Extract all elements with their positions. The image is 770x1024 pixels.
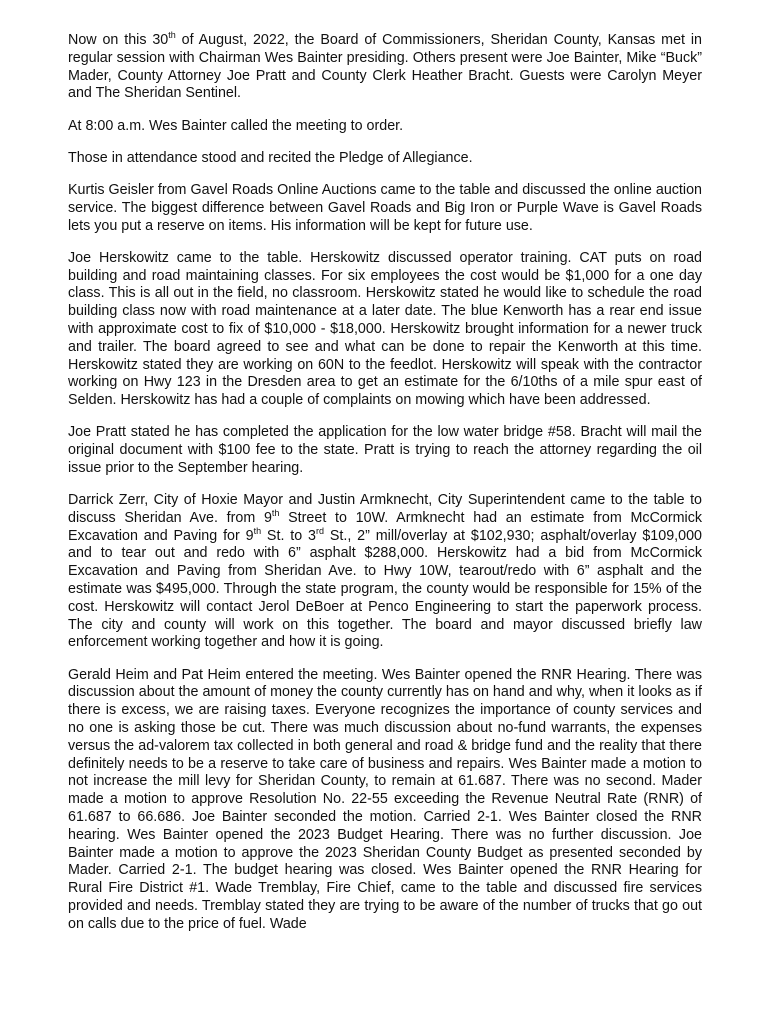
ordinal-suffix: th	[271, 507, 280, 518]
minutes-document	[68, 32, 702, 948]
paragraph-rnr-budget-hearing	[68, 667, 702, 934]
ordinal-suffix: th	[168, 30, 176, 40]
text-run: St. to 3	[261, 527, 316, 544]
text-run: Darrick Zerr, City of Hoxie Mayor and Justin Armknecht, City Superintendent came to the table to discuss Sheridan Ave. from 9	[68, 492, 702, 526]
ordinal-suffix: rd	[316, 525, 325, 536]
paragraph-session-opening	[68, 32, 702, 103]
text-run: Gerald Heim and Pat Heim entered the meeting. Wes Bainter opened the RNR Hearing. There was discussion about the amount of money the county currently has on hand and why, when it looks as if there is excess, we are raising taxes. Everyone recognizes the importance of county services and no one is asking those be cut. There was much discussion about no-fund warrants, the expenses versus the ad-valorem tax collected in both general and road & bridge fund and the reality that there definitely needs to be a reserve to take care of business and repairs. Wes Bainter made a motion to not increase the mill levy for Sheridan County, to remain at 61.687. There was no second. Mader made a motion to approve Resolution No. 22-55 exceeding the Revenue Neutral Rate (RNR) of 61.687 to 66.686. Joe Bainter seconded the motion. Carried 2-1. Wes Bainter closed the RNR hearing. Wes Bainter opened the 2023 Budget Hearing. There was no further discussion. Joe Bainter made a motion to approve the 2023 Sheridan County Budget as presented seconded by Mader. Carried 2-1. The budget hearing was closed. Wes Bainter opened the RNR Hearing for Rural Fire District #1. Wade Tremblay, Fire Chief, came to the table and discussed fire services provided and needs. Tremblay stated they are trying to be aware of the number of trucks that go out on calls due to the price of fuel. Wade	[68, 666, 702, 932]
text-run: of August, 2022, the Board of Commissioners, Sheridan County, Kansas met in regular session with Chairman Wes Bainter presiding. Others present were Joe Bainter, Mike “Buck” Mader, County Attorney Joe Pratt and County Clerk Heather Bracht. Guests were Carolyn Meyer and The Sheridan Sentinel.	[68, 32, 703, 102]
text-run: Joe Pratt stated he has completed the application for the low water bridge #58. Bracht will mail the original document with $100 fee to the state. Pratt is trying to reach the attorney regarding the oil issue prior to the September hearing.	[68, 424, 702, 476]
text-run: At 8:00 a.m. Wes Bainter called the meeting to order.	[68, 117, 404, 134]
paragraph-pratt-bridge	[68, 424, 702, 477]
text-run: Those in attendance stood and recited the Pledge of Allegiance.	[68, 149, 473, 166]
text-run: Now on this 30	[68, 32, 169, 48]
text-run: Kurtis Geisler from Gavel Roads Online Auctions came to the table and discussed the online auction service. The biggest difference between Gavel Roads and Big Iron or Purple Wave is Gavel Roads lets you put a reserve on items. His information will be kept for future use.	[68, 181, 702, 234]
paragraph-call-to-order	[68, 118, 702, 136]
text-run: Joe Herskowitz came to the table. Herskowitz discussed operator training. CAT puts on road building and road maintaining classes. For six employees the cost would be $1,000 for a one day class. This is all out in the field, no classroom. Herskowitz stated he would like to schedule the road building class now with road maintenance at a later date. The blue Kenworth has a rear end issue with approximate cost to fix of $10,000 - $18,000. Herskowitz brought information for a newer truck and trailer. The board agreed to see and what can be done to repair the Kenworth at this time. Herskowitz stated they are working on 60N to the feedlot. Herskowitz will speak with the contractor working on Hwy 123 in the Dresden area to get an estimate for the 6/10ths of a mile spur east of Selden. Herskowitz has had a couple of complaints on mowing which have been addressed.	[68, 249, 702, 409]
text-run: St., 2” mill/overlay at $102,930; asphalt/overlay $109,000 and to tear out and redo with 6” asphalt $288,000. Herskowitz had a bid from McCormick Excavation and Paving from Sheridan Ave. to Hwy 10W, tearout/redo with 6” asphalt and the estimate was $495,000. Through the state program, the county would be responsible for 15% of the cost. Herskowitz will contact Jerol DeBoer at Penco Engineering to start the paperwork process. The city and county will work on this together. The board and mayor discussed briefly law enforcement working together and how it is going.	[68, 527, 702, 651]
paragraph-gavel-roads	[68, 182, 702, 235]
paragraph-herskowitz-road-report	[68, 250, 702, 410]
text-run: Street to 10W. Armknecht had an estimate from McCormick Excavation and Paving for 9	[68, 509, 702, 544]
paragraph-sheridan-ave	[68, 492, 702, 652]
paragraph-pledge	[68, 150, 702, 168]
ordinal-suffix: th	[253, 525, 262, 536]
